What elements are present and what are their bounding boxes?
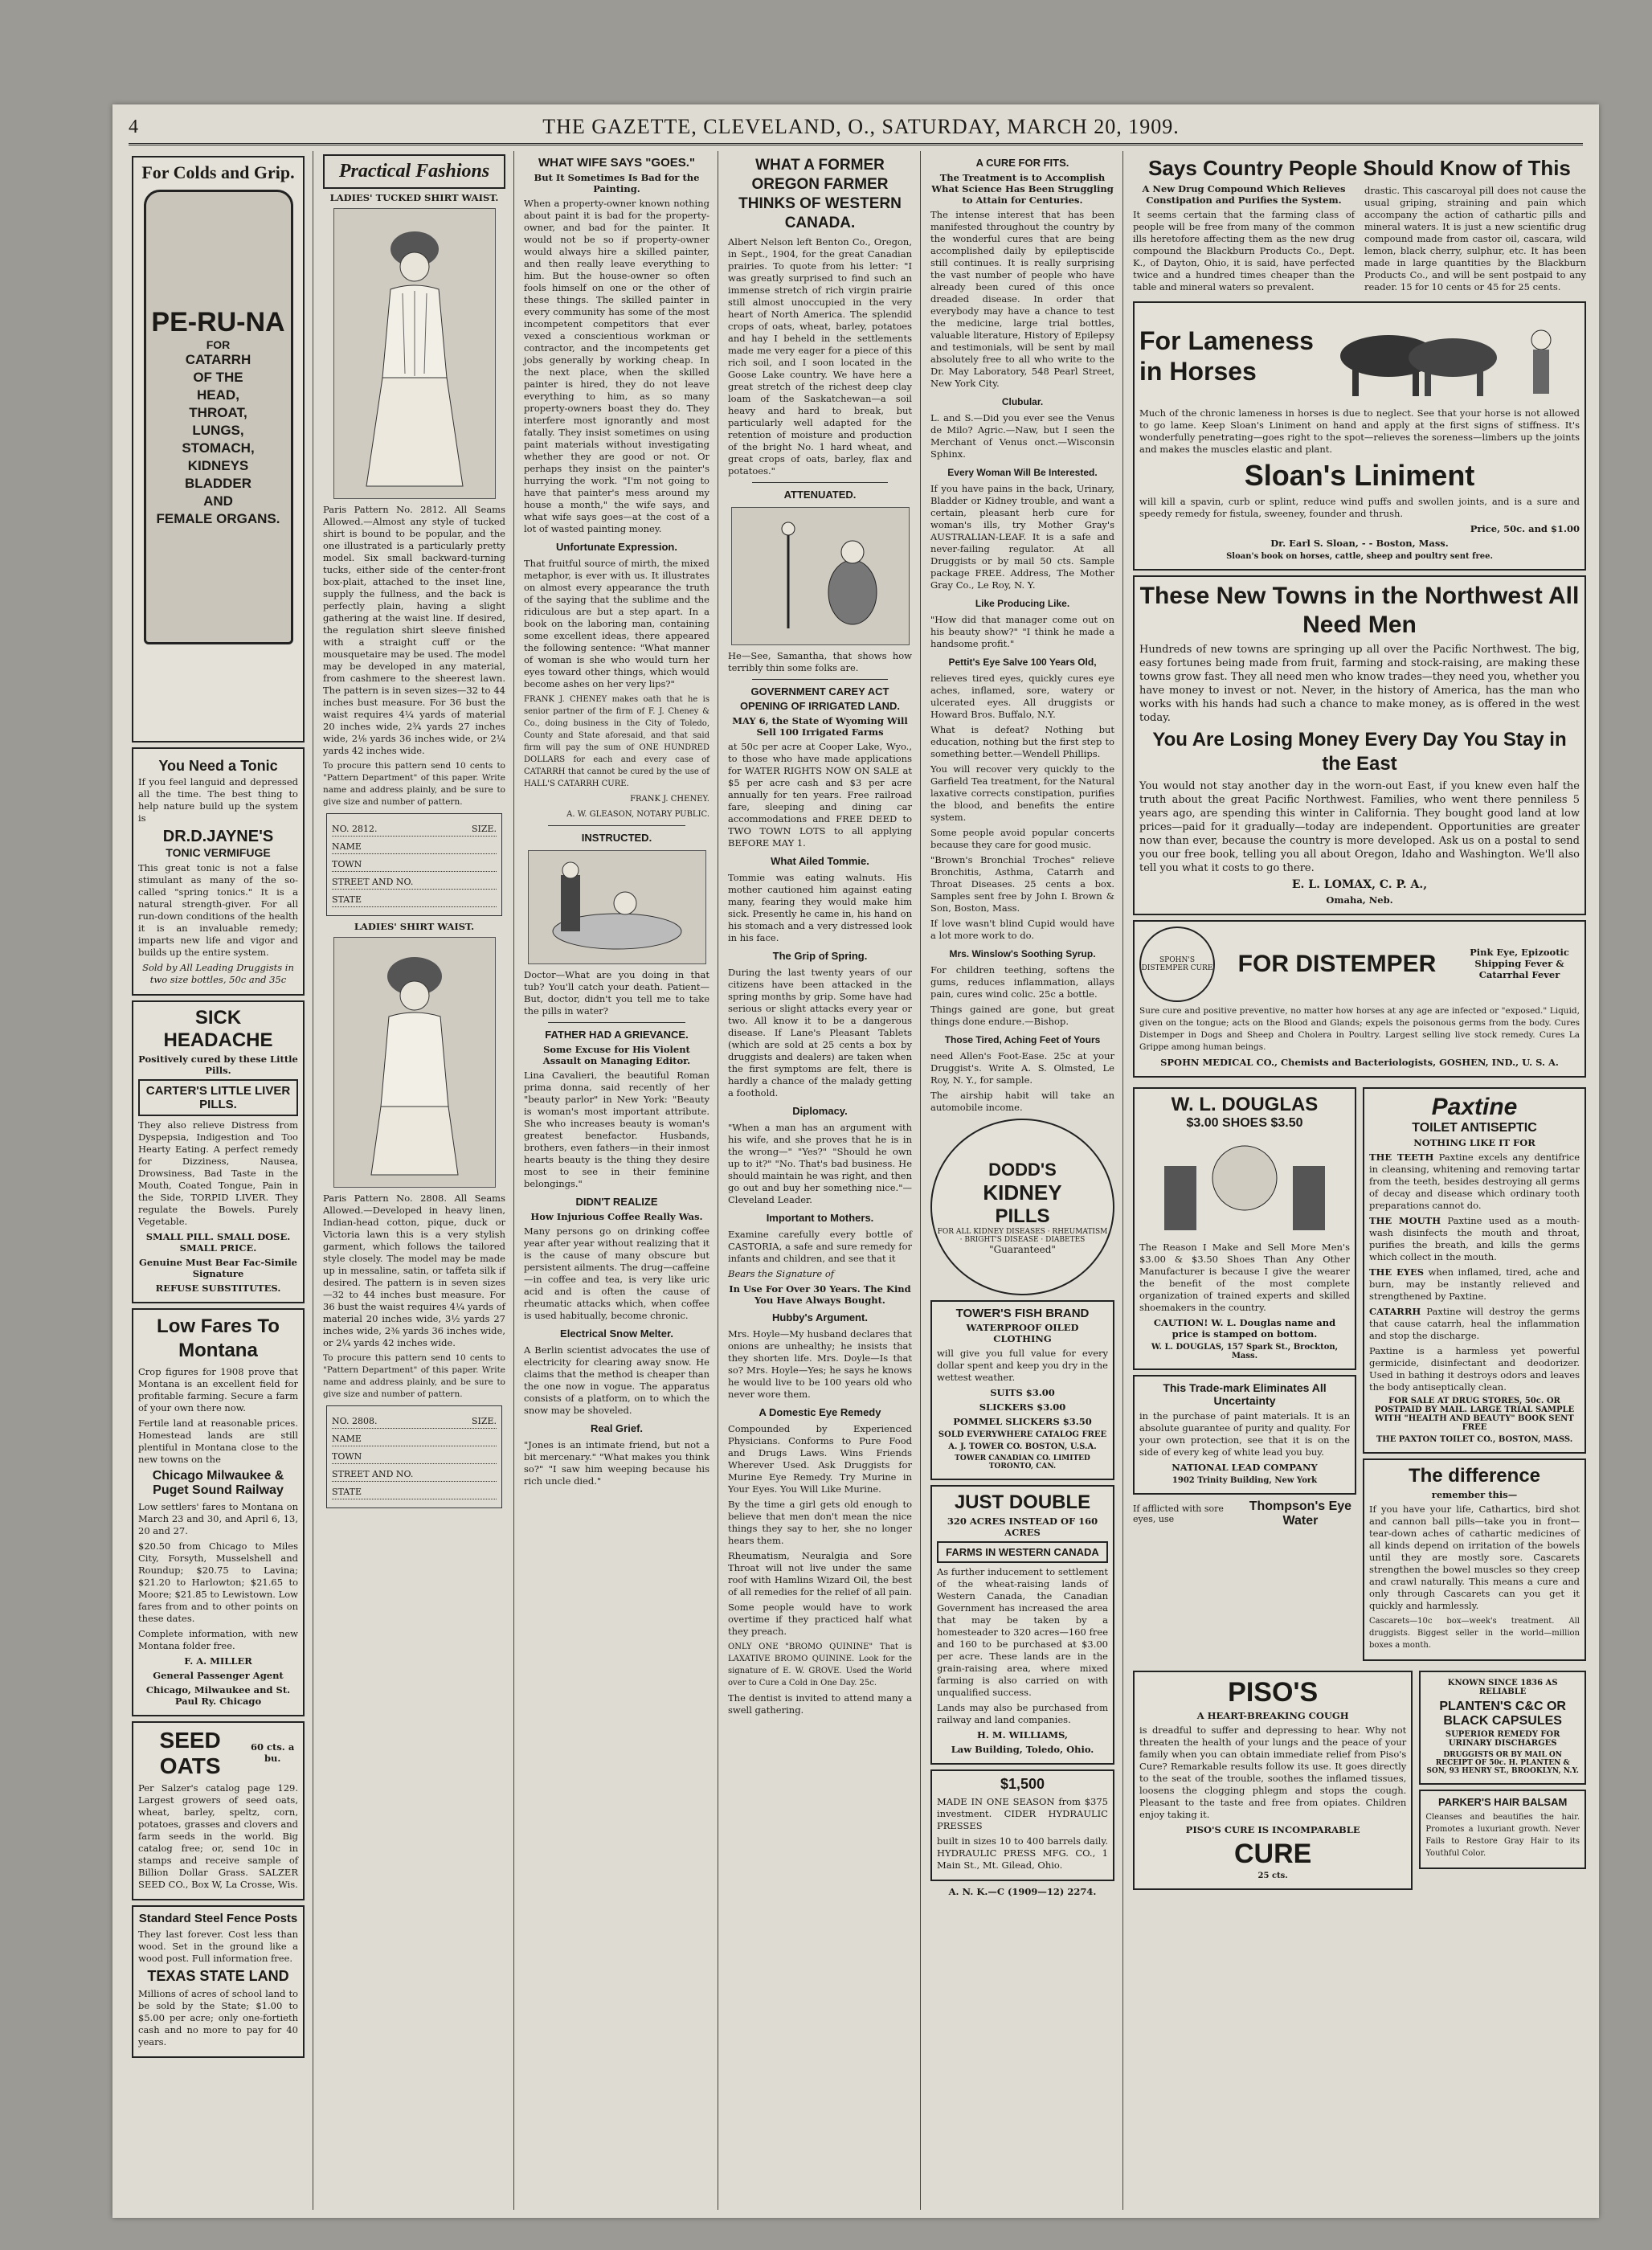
carters-body: They also relieve Distress from Dyspepsia, Indigestion and Too Hearty Eating. A perfect remedy for Dizziness, Nausea, Drowsiness, Bad Taste in the Mouth, Coated Tongue, Pain in the Side, TORPID LIVER. They regulate the Bowels. Purely Vegetable. bbox=[138, 1119, 298, 1227]
form2-name: NAME bbox=[332, 1432, 497, 1446]
jd-sub: 320 ACRES INSTEAD OF 160 ACRES bbox=[947, 1516, 1098, 1538]
sloan-body2: will kill a spavin, curb or splint, reduce wind puffs and swollen joints, and is a sure and speedy remedy for fistula, sweeney, founder and thrush. bbox=[1139, 496, 1580, 519]
woman-body: If you have pains in the back, Urinary, Bladder or Kidney trouble, and want a certain, pleasant herb cure for woman's ills, try Mother Gray's AUSTRALIAN-LEAF. It is a safe and never-failing regulator. At all Druggists or by mail 50 cts. Sample package FREE. Address, The Mother Gray Co., Le Roy, N. Y. bbox=[930, 483, 1114, 591]
tower-co2: TOWER CANADIAN CO. LIMITED TORONTO, CAN. bbox=[955, 1454, 1090, 1471]
plantens-foot: DRUGGISTS OR BY MAIL ON RECEIPT OF 50c. H. PLANTEN & SON, 93 HENRY ST., BROOKLYN, N.Y. bbox=[1426, 1751, 1579, 1775]
mothers-head: Important to Mothers. bbox=[766, 1212, 874, 1224]
difference-sub: remember this— bbox=[1431, 1489, 1518, 1500]
article-expression-body: That fruitful source of mirth, the mixed metaphor, is ever with us. It illustrates on almost every appearance the truth of the saying that the sublime and the ridiculous are but a step apart. In a book on the laboring man, containing some excellent ideas, there appeared the following sentence: "What manner of woman is she who would turn her eyes toward other things, which would become ashes on her very lips?" bbox=[524, 558, 709, 689]
snow-body: A Berlin scientist advocates the use of electricity for clearing away snow. He claims that the method is cheaper than the one now in vogue. The apparatus consists of a platform, on to which the snow may be shoveled. bbox=[524, 1344, 709, 1416]
pattern-form-2 bbox=[326, 1405, 502, 1508]
tommie-body: Tommie was eating walnuts. His mother cautioned him against eating many, fearing they would make him sick. Presently he came in, his hand on his stomach and a very distressed look in his face. bbox=[728, 872, 912, 943]
piso-cts: 25 cts. bbox=[1257, 1872, 1288, 1880]
concerts-body: Some people avoid popular concerts because they care for good music. bbox=[930, 827, 1114, 850]
douglas-price: $3.00 SHOES $3.50 bbox=[1186, 1116, 1303, 1130]
fence-ad bbox=[132, 1905, 305, 2058]
tommie-head: What Ailed Tommie. bbox=[771, 855, 869, 867]
grip-head: The Grip of Spring. bbox=[772, 950, 868, 962]
carters-line1: Positively cured by these Little Pills. bbox=[138, 1053, 298, 1076]
coffee-body: Many persons go on drinking coffee year after year without realizing that it is the cause of many obscure but persistent ailments. The drug—caffeine—in coffee and tea, is very like uric acid and is often the cause of rheumatic attacks which, when coffee is used habitually, become chronic. bbox=[524, 1225, 709, 1321]
cider-ad bbox=[930, 1769, 1114, 1881]
difference-head: The difference bbox=[1408, 1465, 1541, 1487]
peruna-label-line: LUNGS, bbox=[192, 422, 244, 438]
jd-body: As further inducement to settlement of the wheat-raising lands of Western Canada, the Canadian Government has increased the area that may be taken by a homesteader to 320 acres—160 free and 160 to be purchased at $3.00 per acre. These lands are in the grain-raising area, where mixed farming is also carried on with unqualified success. bbox=[937, 1566, 1108, 1698]
jd-agent: H. M. WILLIAMS, bbox=[976, 1729, 1068, 1741]
bathtub-cartoon-icon bbox=[537, 859, 697, 955]
piso-ad bbox=[1133, 1671, 1413, 1890]
paxtine-teeth-body: Paxtine excels any dentifrice in cleansing, whitening and removing tartar from the teeth, besides destroying all germs of decay and disease which ordinary tooth preparations cannot do. bbox=[1369, 1152, 1580, 1211]
dodds-guar: "Guaranteed" bbox=[989, 1243, 1056, 1255]
country-body-b: drastic. This cascaroyal pill does not cause the usual griping, straining and pain which accompany the action of cathartic pills and mineral waters. It is just a new scientific drug compound made from castor oil, cascara, wild lemon, black cherry, sulphur, etc. It has been made in large quantities by the Blackburn Products Co., and will be sent postpaid to any reader. 15 for 10 cents or 45 for 25 cents. bbox=[1364, 185, 1586, 292]
paxtine-eyes-body: when inflamed, tired, ache and burn, may be instantly relieved and strengthened by Paxtine. bbox=[1369, 1266, 1580, 1302]
like-head: Like Producing Like. bbox=[975, 598, 1070, 609]
montana-agent: F. A. MILLER bbox=[184, 1655, 252, 1667]
column-2 bbox=[315, 151, 514, 2210]
jayne-product: TONIC VERMIFUGE bbox=[166, 846, 271, 859]
difference-foot: Cascarets—10c box—week's treatment. All druggists. Biggest seller in the world—million boxes a month. bbox=[1369, 1617, 1580, 1650]
page-number: 4 bbox=[129, 116, 139, 137]
dodds-brand: DODD'S bbox=[988, 1159, 1057, 1180]
mothers-body: Examine carefully every bottle of CASTORIA, a safe and sure remedy for infants and children, and see that it bbox=[728, 1229, 912, 1264]
texas-head: TEXAS STATE LAND bbox=[147, 1968, 289, 1984]
thompson-left: If afflicted with sore eyes, use bbox=[1133, 1503, 1224, 1524]
peruna-label-line: AND bbox=[203, 493, 233, 509]
paxtine-sub: TOILET ANTISEPTIC bbox=[1412, 1121, 1537, 1135]
fashion-head: Practical Fashions bbox=[323, 154, 505, 189]
carters-brand: CARTER'S LITTLE LIVER PILLS. bbox=[138, 1079, 298, 1116]
woman-head: Every Woman Will Be Interested. bbox=[947, 467, 1098, 478]
distemper-right: Pink Eye, Epizootic Shipping Fever & Catarrhal Fever bbox=[1470, 947, 1569, 980]
peruna-brand: PE-RU-NA bbox=[151, 306, 285, 338]
montana-head: Low Fares To Montana bbox=[157, 1315, 280, 1361]
bishop-body: Things gained are gone, but great things done endure.—Bishop. bbox=[930, 1004, 1114, 1027]
distemper-head: FOR DISTEMPER bbox=[1237, 951, 1437, 977]
instructed-caption: Doctor—What are you doing in that tub? You'll catch your death. Patient—But, doctor, didn't you tell me to take the pills in water? bbox=[524, 969, 709, 1017]
waist2-illustration bbox=[333, 937, 496, 1188]
column-4 bbox=[720, 151, 921, 2210]
form1-street: STREET AND NO. bbox=[332, 875, 497, 890]
paxtine-catarrh-body: Paxtine will destroy the germs that cause catarrh, heal the inflammation and stop the discharge. bbox=[1369, 1306, 1580, 1341]
snow-head: Electrical Snow Melter. bbox=[560, 1328, 673, 1340]
peruna-bottle bbox=[144, 190, 293, 644]
carey-body: at 50c per acre at Cooper Lake, Wyo., to those who have made applications for WATER RIGHTS NOW ON SALE at $5 per acre cash and $3 per acre annually for ten years. Free railroad fare, sleeping and dining car accommodations and FREE DEED to TWO TOWN LOTS to all applying BEFORE MAY 1. bbox=[728, 741, 912, 849]
towns-body: Hundreds of new towns are springing up all over the Pacific Northwest. The big, easy fortunes being made from fruit, farming and stock-raising, are making these towns grow fast. They all need men who know trades—they need you, whether you have money to invest or not. Never, in the history of America, has the man who works with his hands had such a chance to make money, as is offered in the west today. bbox=[1139, 644, 1580, 724]
sloan-ad bbox=[1133, 301, 1586, 571]
clubular-head: Clubular. bbox=[1001, 396, 1044, 407]
article-wife-body: When a property-owner known nothing about paint it is bad for the property-owner, and bad for the painter. It would not be so if property-owner would always hire a skilled painter, and then really leave everything to him. But the house-owner so often fools himself on one or the other of these things. The skilled painter in every community has some of the most incompetent competitors that ever vexed a conscientious workman or contractor, and the incompetents get jobs generally by working cheap. In the next place, when the skilled painter is hired, they do not leave everything to him, as so many property-owners boast they do. They interfere most ignorantly and most fatally. They insist sometimes on using paint materials without investigating whether they are good or not. Or perhaps they insist on the painter's hurrying the work. "I'm not going to have that painter's mess around my house a month," the wife says, and what wife says goes—at the cost of a lot of wasted painting money. bbox=[524, 198, 709, 534]
instructed-cartoon bbox=[528, 850, 706, 964]
article-expression-head: Unfortunate Expression. bbox=[556, 541, 677, 553]
jd-box: FARMS IN WESTERN CANADA bbox=[937, 1541, 1108, 1563]
paxtine-nothing: NOTHING LIKE IT FOR bbox=[1413, 1137, 1535, 1148]
distemper-body: Sure cure and positive preventive, no matter how horses at any age are infected or "exposed." Liquid, given on the tongue; acts on the Blood and Glands; expels the poisonous germs from the body. Cures Distemper in Dogs and Sheep and Cholera in Poultry. Largest selling live stock remedy. Cures La Grippe among human beings. bbox=[1139, 1006, 1580, 1052]
sloan-dr: Dr. Earl S. Sloan, - - Boston, Mass. bbox=[1270, 538, 1449, 549]
towns-agent: E. L. LOMAX, C. P. A., bbox=[1291, 878, 1428, 891]
instructed-head: INSTRUCTED. bbox=[581, 832, 652, 844]
defeat-body: What is defeat? Nothing but education, nothing but the first step to something better.—Wendell Phillips. bbox=[930, 724, 1114, 759]
column-3 bbox=[516, 151, 718, 2210]
murine-head: A Domestic Eye Remedy bbox=[759, 1406, 881, 1418]
montana-p4: $20.50 from Chicago to Miles City, Forsyth, Musselshell and Roundup; $20.75 to Lavina; $21.20 to Harlowton; $21.65 to Moore; $21.85 to Lewistown. Low fares from and to other points on these dates. bbox=[138, 1540, 298, 1624]
piso-incomp: PISO'S CURE IS INCOMPARABLE bbox=[1185, 1824, 1360, 1835]
peruna-label-line: KIDNEYS bbox=[187, 457, 249, 473]
peruna-ad bbox=[132, 156, 305, 742]
just-double-ad bbox=[930, 1485, 1114, 1765]
carters-small: SMALL PILL. SMALL DOSE. SMALL PRICE. bbox=[145, 1231, 291, 1254]
parker-body: Cleanses and beautifies the hair. Promotes a luxuriant growth. Never Fails to Restore Gray Hair to its Youthful Color. bbox=[1425, 1813, 1580, 1858]
montana-agent3: Chicago, Milwaukee and St. Paul Ry. Chicago bbox=[145, 1684, 291, 1707]
form1-town: TOWN bbox=[332, 857, 497, 872]
form1-size: SIZE. bbox=[471, 824, 497, 834]
jayne-body: If you feel languid and depressed all the time. The best thing to help nature build up the system is bbox=[138, 776, 298, 824]
feet-head: Those Tired, Aching Feet of Yours bbox=[944, 1034, 1101, 1045]
column-1 bbox=[124, 151, 313, 2210]
waist1-illustration bbox=[333, 208, 496, 499]
fits-body: The intense interest that has been manifested throughout the country by the wonderful cures that are being accomplished daily by epileptiscide still continues. It is really surprising the vast number of people who have already been cured of this once dreaded disease. In order that everybody may have a chance to test the medicine, large trial bottles, valuable literature, History of Epilepsy and testimonials, will be sent by mail absolutely free to all who write to the Dr. May Laboratory, 548 Pearl Street, New York City. bbox=[930, 209, 1114, 389]
cupid-body: If love wasn't blind Cupid would have a lot more work to do. bbox=[930, 918, 1114, 941]
tower-co: A. J. TOWER CO. BOSTON, U.S.A. bbox=[948, 1442, 1097, 1451]
garfield-body: You will recover very quickly to the Garfield Tea treatment, for the Natural laxative corrects constipation, purifies the blood, and benefits the entire system. bbox=[930, 763, 1114, 823]
douglas-ad bbox=[1133, 1087, 1356, 1370]
dodds-ring: FOR ALL KIDNEY DISEASES · RHEUMATISM · BRIGHT'S DISEASE · DIABETES bbox=[937, 1227, 1108, 1244]
towns-body2: You would not stay another day in the worn-out East, if you knew even half the truth about the great Pacific Northwest. Families, who went there penniless 5 years ago, are spending this winter in California. They bought good land at low prices—paid for it gradually—today are independent. Opportunities are greater now than ever, because the country is more developed. Ask us on a postal to send you our free book, telling you all about Oregon, Idaho and Washington. We'll also tell you what it costs to go there. bbox=[1139, 780, 1580, 874]
diplomacy-head: Diplomacy. bbox=[792, 1105, 848, 1117]
article-wife-head: WHAT WIFE SAYS "GOES." bbox=[538, 156, 696, 170]
form2-no: NO. 2808. bbox=[332, 1416, 378, 1426]
carters-head: SICK HEADACHE bbox=[163, 1007, 273, 1051]
waist1-text: Paris Pattern No. 2812. All Seams Allowed.—Almost any style of tucked shirt is bound to be popular, and the one illustrated is a particularly pretty model. Six small backward-turning tucks, either side of the center-front box-plait, attached to the inset line, supply the fullness, and the back is perfectly plain, having a slight gathering at the waist line. If desired, the regulation shirt sleeve finished with a straight cuff or the mousquetaire may be used. The model may be developed in any material, from cashmere to the sheerest lawn. The pattern is in seven sizes—32 to 44 inches bust measure. For 36 bust the waist requires 4¼ yards of material 20 inches wide, 2¾ yards 27 inches wide, 2⅛ yards 36 inches wide, or 2¼ yards 42 inches wide. bbox=[323, 504, 505, 756]
piso-body: is dreadful to suffer and depressing to hear. Why not threaten the health of your lungs and the peace of your family when you can obtain immediate relief from Piso's Cure? Remarkable results follow its use. It goes directly to the seat of the trouble, soothes the inflamed tissues, loosens the clogging phlegm and stops the cough. Pleasant to the taste and free from opiates. Children enjoy taking it. bbox=[1139, 1724, 1407, 1820]
paxtine-mouth: THE MOUTH bbox=[1369, 1215, 1441, 1226]
form2-town: TOWN bbox=[332, 1450, 497, 1464]
difference-ad bbox=[1363, 1458, 1586, 1661]
tower-sub: WATERPROOF OILED CLOTHING bbox=[966, 1322, 1079, 1344]
lead-co2: 1902 Trinity Building, New York bbox=[1172, 1476, 1318, 1485]
hubby-body: Mrs. Hoyle—My husband declares that onions are unhealthy; he insists that they shorten life. Mrs. Doyle—Is that so? Mrs. Hoyle—Yes; he says he knows he would live to be 100 years old who never wore them. bbox=[728, 1328, 912, 1400]
woman-figure-icon bbox=[342, 946, 487, 1179]
tower-slickers: SLICKERS $3.00 bbox=[979, 1401, 1066, 1413]
grief-body: "Jones is an intimate friend, but not a bit mercenary." "What makes you think so?" "I saw him weeping because his rich uncle died." bbox=[524, 1439, 709, 1487]
thompson-brand: Thompson's Eye Water bbox=[1249, 1499, 1352, 1528]
country-sub: A New Drug Compound Which Relieves Constipation and Purifies the System. bbox=[1142, 183, 1346, 206]
carters-genuine: Genuine Must Bear Fac-Simile Signature bbox=[139, 1257, 297, 1279]
troches-body: "Brown's Bronchial Troches" relieve Bronchitis, Asthma, Catarrh and Throat Diseases. 25 cents a box. Samples sent free by John I. Brown & Son, Boston, Mass. bbox=[930, 854, 1114, 914]
montana-agent2: General Passenger Agent bbox=[153, 1670, 284, 1681]
sloan-foot: Sloan's book on horses, cattle, sheep and poultry sent free. bbox=[1226, 552, 1493, 561]
jayne-brand: DR.D.JAYNE'S bbox=[162, 828, 274, 845]
catarrh-cheney: FRANK J. CHENEY. bbox=[630, 795, 709, 804]
tower-ad bbox=[930, 1300, 1114, 1480]
towns-ad bbox=[1133, 575, 1586, 915]
lead-head: This Trade-mark Eliminates All Uncertainty bbox=[1163, 1381, 1327, 1407]
jd-agent2: Law Building, Toledo, Ohio. bbox=[951, 1744, 1094, 1755]
jayne-foot: Sold by All Leading Druggists in two size bottles, 50c and 35c bbox=[142, 962, 294, 985]
attenuated-head: ATTENUATED. bbox=[783, 489, 857, 501]
paxtine-mouth-body: Paxtine used as a mouth-wash disinfects the mouth and throat, purifies the breath, and kills the germs which collect in the mouth. bbox=[1369, 1215, 1580, 1262]
coffee-sub: How Injurious Coffee Really Was. bbox=[530, 1211, 703, 1222]
dentist-body: The dentist is invited to attend many a swell gathering. bbox=[728, 1692, 912, 1716]
paxtine-sale: FOR SALE AT DRUG STORES, 50c. OR POSTPAID BY MAIL. LARGE TRIAL SAMPLE WITH "HEALTH AND BEAUTY" BOOK SENT FREE bbox=[1374, 1397, 1575, 1432]
waist1-procure: To procure this pattern send 10 cents to "Pattern Department" of this paper. Write name and address plainly, and be sure to give size and number of pattern. bbox=[323, 761, 505, 807]
peruna-label-line: THROAT, bbox=[189, 404, 247, 420]
newspaper-page bbox=[112, 104, 1599, 2218]
fence-body: They last forever. Cost less than wood. Set in the ground like a wood post. Full information free. bbox=[138, 1929, 298, 1964]
country-head: Says Country People Should Know of This bbox=[1148, 156, 1571, 180]
peruna-for: FOR bbox=[206, 338, 231, 351]
girl-body: By the time a girl gets old enough to believe that men don't mean the nice things they say to her, she no longer hears them. bbox=[728, 1499, 912, 1546]
murine-body: Compounded by Experienced Physicians. Conforms to Pure Food and Drugs Laws. Wins Friends Wherever Used. Ask Druggists for Murine Eye Remedy. Try Murine in Your Eyes. You Will Like Murine. bbox=[728, 1423, 912, 1495]
father-head: FATHER HAD A GRIEVANCE. bbox=[545, 1029, 689, 1041]
piso-cure: CURE bbox=[1233, 1839, 1312, 1869]
pettit-body: relieves tired eyes, quickly cures eye aches, inflamed, sore, watery or ulcerated eyes. All druggists or Howard Bros. Buffalo, N.Y. bbox=[930, 673, 1114, 720]
article-wife-sub: But It Sometimes Is Bad for the Painting. bbox=[534, 172, 700, 194]
waist2-procure: To procure this pattern send 10 cents to "Pattern Department" of this paper. Write name and address plainly, and be sure to give size and number of pattern. bbox=[323, 1353, 505, 1399]
plantens-brand: PLANTEN'S C&C OR BLACK CAPSULES bbox=[1439, 1700, 1566, 1728]
jayne-head: You Need a Tonic bbox=[158, 758, 278, 774]
airship-body: The airship habit will take an automobile income. bbox=[930, 1090, 1114, 1113]
peruna-label-line: STOMACH, bbox=[182, 440, 255, 456]
sloan-body: Much of the chronic lameness in horses is due to neglect. See that your horse is not allowed to go lame. Keep Sloan's Liniment on hand and apply at the first signs of stiffness. It's wonderfully penetrating—goes right to the spot—relieves the soreness—limbers up the joints and makes the muscles elastic and plant. bbox=[1139, 407, 1580, 455]
jd-body2: Lands may also be purchased from railway and land companies. bbox=[937, 1702, 1108, 1725]
towns-head2: You Are Losing Money Every Day You Stay in the East bbox=[1152, 729, 1567, 775]
castoria-bears: Bears the Signature of bbox=[728, 1268, 835, 1279]
oregon-head: WHAT A FORMER OREGON FARMER THINKS OF WESTERN CANADA. bbox=[738, 157, 902, 231]
carey-head: GOVERNMENT CAREY ACT OPENING OF IRRIGATED LAND. bbox=[739, 685, 901, 712]
carey-sub: MAY 6, the State of Wyoming Will Sell 100 Irrigated Farms bbox=[732, 715, 908, 738]
paxtine-eyes: THE EYES bbox=[1369, 1266, 1425, 1278]
clubular-body: L. and S.—Did you ever see the Venus de Milo? Agric.—Naw, but I seen the Merchant of Venus onct.—Wisconsin Sphinx. bbox=[930, 412, 1114, 460]
douglas-head: W. L. DOUGLAS bbox=[1171, 1094, 1319, 1115]
woman-figure-icon bbox=[342, 217, 487, 490]
douglas-body: The Reason I Make and Sell More Men's $3.00 & $3.50 Shoes Than Any Other Manufacturer is because I give the wearer the benefit of the most complete organization of trained experts and skilled shoemakers in the country. bbox=[1139, 1242, 1350, 1313]
grip-body: During the last twenty years of our citizens have been attacked in the spring months by grip. Some have had serious or slight attacks every year or two. All know it to be a dangerous disease. If Lane's Pleasant Tablets (which are sold at 25 cents a box by druggists and dealers) are taken when the first symptoms are felt, there is hardly a chance of the malady getting a foothold. bbox=[728, 967, 912, 1098]
peruna-top: For Colds and Grip. bbox=[141, 162, 295, 182]
carters-refuse: REFUSE SUBSTITUTES. bbox=[155, 1282, 281, 1294]
attenuated-cartoon bbox=[731, 507, 910, 645]
lead-ad bbox=[1133, 1375, 1356, 1495]
plantens-known: KNOWN SINCE 1836 AS RELIABLE bbox=[1447, 1679, 1558, 1696]
plantens-ad bbox=[1419, 1671, 1586, 1785]
tower-head: TOWER'S FISH BRAND bbox=[955, 1307, 1090, 1320]
tower-body: will give you full value for every dollar spent and keep you dry in the wettest weather. bbox=[937, 1348, 1108, 1383]
country-body: It seems certain that the farming class of people will be free from many of the common ills heretofore affecting them as the new drug compound the Blackburn Products Co., Dept. K., of Dayton, Ohio, it is said, have perfected twice and a hundred times cheaper than the table and mineral waters so prevalent. bbox=[1133, 209, 1355, 292]
parker-ad bbox=[1419, 1790, 1586, 1869]
ank-code: A. N. K.—C (1909—12) 2274. bbox=[948, 1886, 1097, 1897]
seed-price: 60 cts. a bu. bbox=[251, 1741, 295, 1764]
peruna-label-line: HEAD, bbox=[197, 387, 239, 403]
sloan-head: For Lameness in Horses bbox=[1139, 326, 1314, 386]
form1-no: NO. 2812. bbox=[332, 824, 378, 834]
spohn-seal: SPOHN'S DISTEMPER CURE bbox=[1139, 927, 1215, 1002]
wizard-oil-body: Rheumatism, Neuralgia and Sore Throat will not live under the same roof with Hamlins Wizard Oil, the best of all remedies for the relief of all pain. bbox=[728, 1550, 912, 1598]
jayne-ad bbox=[132, 747, 305, 996]
waist2-title: LADIES' SHIRT WAIST. bbox=[354, 921, 475, 932]
seed-head: SEED OATS bbox=[159, 1728, 221, 1778]
like-body: "How did that manager come out on his beauty show?" "I think he made a handsome profit." bbox=[930, 614, 1114, 649]
fence-head: Standard Steel Fence Posts bbox=[138, 1912, 298, 1925]
waist1-title: LADIES' TUCKED SHIRT WAIST. bbox=[329, 192, 499, 203]
montana-p2: Fertile land at reasonable prices. Homestead lands are still plentiful in Montana close to the new towns on the bbox=[138, 1418, 298, 1465]
thompson-ad bbox=[1133, 1499, 1356, 1528]
paxtine-teeth: THE TEETH bbox=[1369, 1152, 1434, 1163]
coffee-head: DIDN'T REALIZE bbox=[575, 1196, 658, 1208]
distemper-co: SPOHN MEDICAL CO., Chemists and Bacteriologists, GOSHEN, IND., U. S. A. bbox=[1160, 1057, 1559, 1068]
tower-sold: SOLD EVERYWHERE CATALOG FREE bbox=[938, 1430, 1107, 1439]
masthead bbox=[129, 111, 1583, 145]
cider-body: MADE IN ONE SEASON from $375 investment. CIDER HYDRAULIC PRESSES bbox=[937, 1796, 1108, 1831]
peruna-label-line: OF THE bbox=[193, 369, 243, 385]
sloan-price: Price, 50c. and $1.00 bbox=[1470, 523, 1580, 534]
column-5 bbox=[922, 151, 1123, 2210]
paxtine-body: Paxtine is a harmless yet powerful germicide, disinfectant and deodorizer. Used in bathing it destroys odors and leaves the body antiseptically clean. bbox=[1369, 1345, 1580, 1393]
plantens-body: SUPERIOR REMEDY FOR URINARY DISCHARGES bbox=[1445, 1730, 1560, 1748]
montana-road: Chicago Milwaukee & Puget Sound Railway bbox=[152, 1469, 284, 1497]
dodds-ad bbox=[930, 1119, 1114, 1295]
attenuated-caption: He—See, Samantha, that shows how terribly thin some folks are. bbox=[728, 650, 912, 673]
form1-name: NAME bbox=[332, 840, 497, 854]
form2-size: SIZE. bbox=[471, 1416, 497, 1426]
winslow-body: For children teething, softens the gums, reduces inflammation, allays pain, cures wind colic. 25c a bottle. bbox=[930, 964, 1114, 1000]
tower-suits: SUITS $3.00 bbox=[990, 1387, 1055, 1398]
paxtine-catarrh: CATARRH bbox=[1369, 1306, 1421, 1317]
montana-p5: Complete information, with new Montana folder free. bbox=[138, 1628, 298, 1651]
towns-head: These New Towns in the Northwest All Need Men bbox=[1139, 583, 1580, 638]
texas-body: Millions of acres of school land to be sold by the State; $1.00 to $5.00 per acre; only one-fortieth cash and no more to pay for 40 years. bbox=[138, 1988, 298, 2048]
peruna-label-line: BLADDER bbox=[184, 475, 252, 491]
winslow-head: Mrs. Winslow's Soothing Syrup. bbox=[949, 948, 1096, 959]
form2-state: STATE bbox=[332, 1485, 497, 1499]
fits-head: A CURE FOR FITS. bbox=[975, 157, 1069, 169]
father-sub: Some Excuse for His Violent Assault on Managing Editor. bbox=[542, 1044, 691, 1066]
hubby-head: Hubby's Argument. bbox=[772, 1311, 868, 1323]
montana-ad bbox=[132, 1308, 305, 1716]
jayne-body2: This great tonic is not a false stimulant as many of the so-called "spring tonics." It is a natural strength-giver. For all run-down conditions of the health it is an invaluable remedy; imparts new life and vigor and builds up the entire system. bbox=[138, 862, 298, 958]
diplomacy-body: "When a man has an argument with his wife, and she proves that he is in the wrong—" "Yes?" "Should he own up to it?" "No. That's bad business. He should maintain he was right, and then go out and buy her something nice."—Cleveland Leader. bbox=[728, 1122, 912, 1205]
paxtine-co: THE PAXTON TOILET CO., BOSTON, MASS. bbox=[1376, 1435, 1573, 1444]
distemper-ad bbox=[1133, 920, 1586, 1078]
seed-body: Per Salzer's catalog page 129. Largest growers of seed oats, wheat, barley, speltz, corn, potatoes, grasses and clovers and farm seeds in the world. Big catalog free; or, send 10c in stamps and receive sample of Billion Dollar Grass. SALZER SEED CO., Box W, La Crosse, Wis. bbox=[138, 1782, 298, 1890]
father-body: Lina Cavalieri, the beautiful Roman prima donna, said recently of her "beauty parlor" in New York: "Beauty is woman's most important attribute. She who increases beauty is woman's greatest benefactor. Husbands, brothers, even fathers—in their inmost hearts beauty is the thing they desire most to see in their feminine belongings." bbox=[524, 1070, 709, 1189]
lead-co: NATIONAL LEAD COMPANY bbox=[1172, 1462, 1318, 1473]
oregon-body: Albert Nelson left Benton Co., Oregon, in Sept., 1904, for the great Canadian prairies. To quote from his letter: "I was greatly surprised to find such an immense stretch of rich virgin prairie still almost unoccupied in the very heart of North America. The splendid crops of oats, wheat, barley, potatoes and hay I beheld in the settlements made me very eager for a piece of this rich soil, and I soon located in the Goose Lake country. We have here a great stretch of the richest deep clay loam of the Saskatchewan—a soil heavy and hard to break, but particularly well adapted for the retention of moisture and production of the bright No. 1 hard wheat, and great crops of oats, barley, flax and potatoes." bbox=[728, 236, 912, 477]
dodds-pills: PILLS bbox=[995, 1205, 1050, 1227]
masthead-title: THE GAZETTE, CLEVELAND, O., SATURDAY, MARCH 20, 1909. bbox=[542, 115, 1180, 138]
waist2-text: Paris Pattern No. 2808. All Seams Allowed.—Developed in heavy linen, Indian-head cotton, pique, duck or Victoria lawn this is a very stylish garment, which follows the tailored style closely. The model may be made up in messaline, satin, or taffeta silk if desired. The pattern is in seven sizes—32 to 44 inches bust measure. For 36 bust the waist requires 4¼ yards of material 20 inches wide, 3½ yards 27 inches wide, 2⅜ yards 36 inches wide, or 2¼ yards 42 inches wide. bbox=[323, 1192, 505, 1348]
feet-body: need Allen's Foot-Ease. 25c at your Druggist's. Write A. S. Olmsted, Le Roy, N. Y., for sample. bbox=[930, 1050, 1114, 1086]
jd-head: JUST DOUBLE bbox=[954, 1491, 1091, 1513]
carters-ad bbox=[132, 1000, 305, 1303]
column-6 bbox=[1125, 151, 1594, 2210]
catarrh-gleason: A. W. GLEASON, NOTARY PUBLIC. bbox=[566, 810, 709, 819]
cider-price: $1,500 bbox=[1000, 1776, 1045, 1792]
piso-head: PISO'S bbox=[1228, 1677, 1319, 1708]
lead-body: in the purchase of paint materials. It is an absolute guarantee of purity and quality. For your own protection, see that it is on the side of every keg of white lead you buy. bbox=[1139, 1410, 1350, 1458]
catarrh-notice: FRANK J. CHENEY makes oath that he is senior partner of the firm of F. J. Cheney & Co., doing business in the City of Toledo, County and State aforesaid, and that said firm will pay the sum of ONE HUNDRED DOLLARS for each and every case of CATARRH that cannot be cured by the use of HALL'S CATARRH CURE. bbox=[524, 695, 709, 788]
quinine-body: ONLY ONE "BROMO QUININE" That is LAXATIVE BROMO QUININE. Look for the signature of E. W. GROVE. Used the World over to Cure a Cold in One Day. 25c. bbox=[728, 1642, 912, 1688]
thin-man-cartoon-icon bbox=[740, 516, 901, 636]
paxtine-ad bbox=[1363, 1087, 1586, 1454]
douglas-portrait-icon bbox=[1140, 1134, 1349, 1238]
seed-ad bbox=[132, 1721, 305, 1900]
grief-head: Real Grief. bbox=[590, 1422, 644, 1434]
montana-p1: Crop figures for 1908 prove that Montana is an excellent field for profitable farming. Secure a farm of your own there now. bbox=[138, 1366, 298, 1413]
pettit-head: Pettit's Eye Salve 100 Years Old, bbox=[948, 657, 1097, 668]
paxtine-head: Paxtine bbox=[1431, 1094, 1518, 1120]
douglas-co: W. L. DOUGLAS, 157 Spark St., Brockton, Mass. bbox=[1151, 1343, 1339, 1360]
montana-p3: Low settlers' fares to Montana on March 23 and 30, and April 6, 13, 20 and 27. bbox=[138, 1501, 298, 1536]
douglas-caution: CAUTION! W. L. Douglas name and price is stamped on bottom. bbox=[1153, 1317, 1336, 1340]
cider-body2: built in sizes 10 to 400 barrels daily. HYDRAULIC PRESS MFG. CO., 1 Main St., Mt. Gilead, Ohio. bbox=[937, 1835, 1108, 1871]
form2-street: STREET AND NO. bbox=[332, 1467, 497, 1482]
piso-sub: A HEART-BREAKING COUGH bbox=[1196, 1710, 1349, 1721]
peruna-label-line: CATARRH bbox=[185, 351, 251, 367]
pattern-form-1 bbox=[326, 813, 502, 916]
parker-head: PARKER'S HAIR BALSAM bbox=[1438, 1796, 1568, 1808]
form1-state: STATE bbox=[332, 893, 497, 907]
peruna-lines bbox=[157, 351, 280, 528]
towns-agent2: Omaha, Neb. bbox=[1326, 894, 1393, 906]
tower-pommel: POMMEL SLICKERS $3.50 bbox=[953, 1416, 1092, 1427]
peruna-label-line: FEMALE ORGANS. bbox=[156, 510, 280, 526]
difference-body: If you have your life, Cathartics, bird shot and cannon ball pills—take you in front—tear-down aches of cathartic medicines of all kinds depend on irritation of the bowels until they are mostly sore. Cascarets strengthen the bowel muscles so they creep and crawl naturally. This means a cure and only through Cascarets can you get it quickly and harmlessly. bbox=[1369, 1503, 1580, 1611]
castoria-use: In Use For Over 30 Years. The Kind You Have Always Bought. bbox=[729, 1283, 911, 1306]
horses-icon bbox=[1316, 308, 1573, 404]
sloan-brand: Sloan's Liniment bbox=[1244, 459, 1475, 492]
fits-sub: The Treatment is to Accomplish What Science Has Been Struggling to Attain for Centuries. bbox=[931, 172, 1114, 206]
preach-body: Some people would have to work overtime if they practiced half what they preach. bbox=[728, 1602, 912, 1637]
dodds-name: KIDNEY bbox=[983, 1180, 1062, 1205]
